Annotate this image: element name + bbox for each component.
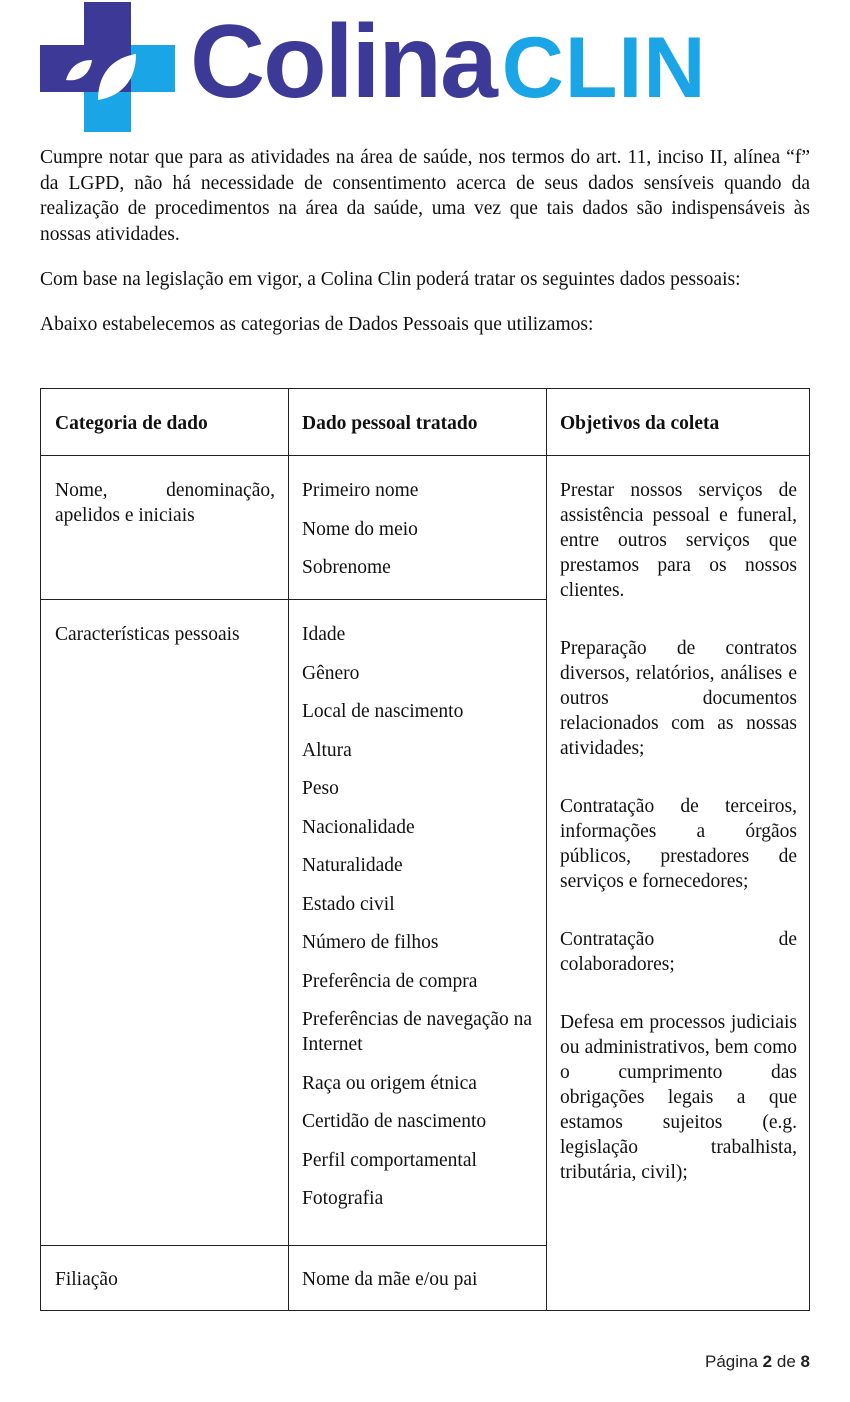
row-divider <box>41 599 546 600</box>
data-item: Preferências de navegação na Internet <box>302 1009 533 1055</box>
paragraph-lgpd: Cumpre notar que para as atividades na área de saúde, nos termos do art. 11, inciso II, alínea “f” da LGPD, não há necessidade de consentimento acerca de seus dados sensíveis quando da realização de procedimentos na área da saúde, uma vez que tais dados são indispensáveis às nossas atividades. <box>40 147 810 245</box>
items-name <box>302 478 542 594</box>
data-item: Naturalidade <box>302 855 403 876</box>
objectives-list <box>560 478 797 1218</box>
row-divider <box>41 1245 546 1246</box>
data-item: Idade <box>302 624 346 645</box>
paragraph-categories-intro: Abaixo estabelecemos as categorias de Dados Pessoais que utilizamos: <box>40 314 594 335</box>
medical-cross-leaf-icon <box>40 2 175 132</box>
brand-name-colina: Colina <box>190 4 496 120</box>
paragraph-legislation: Com base na legislação em vigor, a Colina Clin poderá tratar os seguintes dados pessoais: <box>40 269 741 290</box>
page-label: Página <box>705 1352 758 1371</box>
header-divider <box>41 455 809 456</box>
page-current: 2 <box>762 1352 773 1371</box>
logo <box>40 2 820 132</box>
data-item: Local de nascimento <box>302 701 464 722</box>
data-item: Estado civil <box>302 893 395 915</box>
page-total: 8 <box>800 1352 810 1371</box>
header-personal-data: Dado pessoal tratado <box>302 413 478 434</box>
header-objectives: Objetivos da coleta <box>560 413 720 434</box>
objective-item: Contratação de colaboradores; <box>560 929 797 975</box>
data-item: Preferência de compra <box>302 970 478 992</box>
header-category: Categoria de dado <box>55 413 208 434</box>
objective-item: Contratação de terceiros, informações a órgãos públicos, prestadores de serviços e fornecedores; <box>560 796 797 892</box>
category-personal-characteristics: Características pessoais <box>55 624 240 645</box>
column-divider <box>288 389 289 1310</box>
data-item: Primeiro nome <box>302 480 419 501</box>
objective-item: Preparação de contratos diversos, relatórios, análises e outros documentos relacionados com as nossas atividades; <box>560 638 797 759</box>
data-item: Nacionalidade <box>302 816 415 838</box>
data-item: Número de filhos <box>302 932 439 953</box>
column-divider <box>546 389 547 1310</box>
category-filiation: Filiação <box>55 1269 118 1290</box>
data-item: Certidão de nascimento <box>302 1111 487 1132</box>
category-name: Nome, denominação, apelidos e iniciais <box>55 480 275 526</box>
data-item: Altura <box>302 739 352 761</box>
data-item: Perfil comportamental <box>302 1149 477 1171</box>
personal-data-table <box>40 388 810 1311</box>
data-item: Fotografia <box>302 1188 384 1209</box>
brand-wordmark <box>190 4 707 120</box>
objective-item: Prestar nossos serviços de assistência pessoal e funeral, entre outros serviços que prestamos para os nossos clientes. <box>560 480 797 601</box>
data-item: Raça ou origem étnica <box>302 1072 477 1094</box>
data-item: Gênero <box>302 662 360 684</box>
data-item: Peso <box>302 778 339 799</box>
page-number <box>705 1352 810 1372</box>
data-item: Nome do meio <box>302 518 418 540</box>
items-personal-characteristics <box>302 622 542 1225</box>
data-item: Nome da mãe e/ou pai <box>302 1269 478 1290</box>
brand-name-clin: CLIN <box>501 20 707 116</box>
page-separator: de <box>776 1352 796 1371</box>
data-item: Sobrenome <box>302 557 391 578</box>
objective-item: Defesa em processos judiciais ou administrativos, bem como o cumprimento das obrigações legais a que estamos sujeitos (e.g. legislação trabalhista, tributária, civil); <box>560 1012 797 1183</box>
